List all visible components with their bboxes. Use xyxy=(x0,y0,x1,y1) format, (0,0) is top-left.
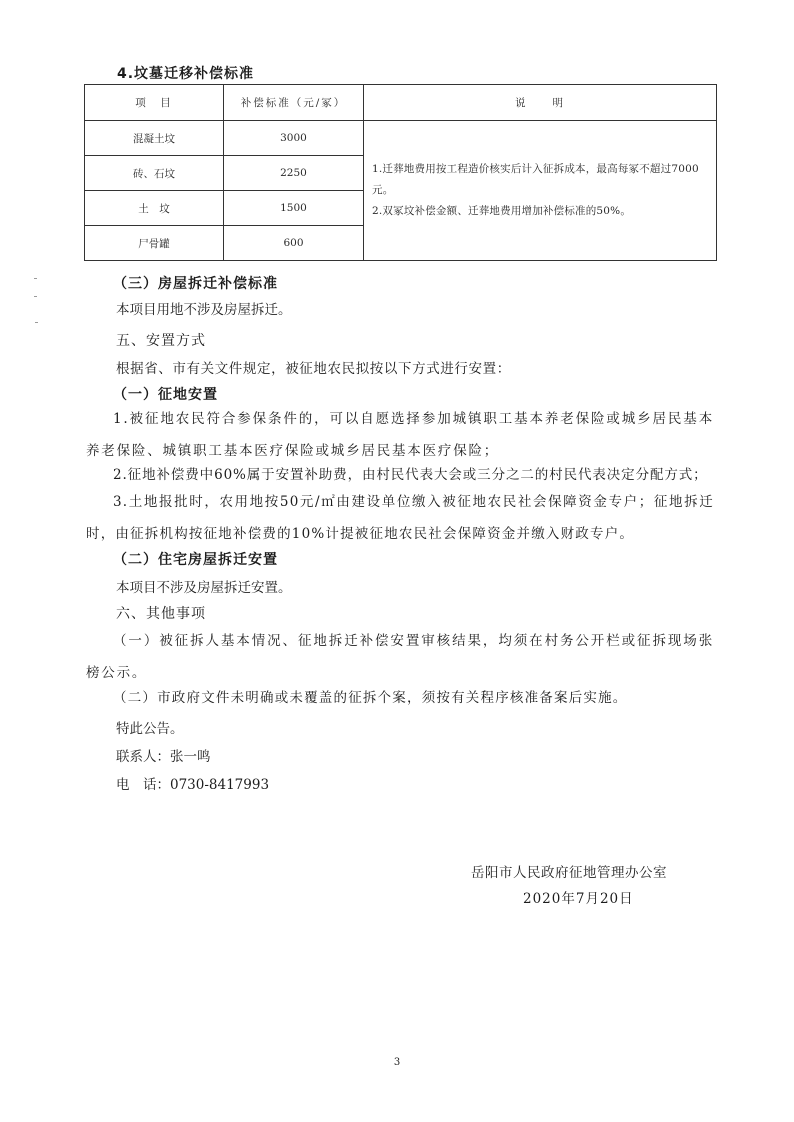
table-header-amount: 补偿标准（元/冢） xyxy=(224,85,364,121)
scan-mark xyxy=(34,296,37,297)
grave-section-heading: 4.坟墓迁移补偿标准 xyxy=(117,66,255,82)
contact-label: 联系人： xyxy=(116,749,170,765)
resettlement-heading: 五、安置方式 xyxy=(116,333,206,349)
signature-org: 岳阳市人民政府征地管理办公室 xyxy=(471,865,667,881)
row-amount: 600 xyxy=(224,226,364,261)
other-item-1: （一）被征拆人基本情况、征地拆迁补偿安置审核结果，均须在村务公开栏或征拆现场张榜公示。 xyxy=(86,633,714,681)
table-notes-cell xyxy=(364,121,717,261)
signature-date: 2020年7月20日 xyxy=(523,891,634,907)
housing-resettlement-text: 本项目不涉及房屋拆迁安置。 xyxy=(116,580,292,596)
land-item-2: 2.征地补偿费中60%属于安置补助费，由村民代表大会或三分之二的村民代表决定分配方式； xyxy=(113,467,708,483)
land-resettlement-heading: （一）征地安置 xyxy=(113,387,218,403)
row-item: 尸骨罐 xyxy=(85,226,224,261)
row-amount: 3000 xyxy=(224,121,364,156)
other-item-2: （二）市政府文件未明确或未覆盖的征拆个案，须按有关程序核准备案后实施。 xyxy=(113,690,628,706)
other-matters-heading: 六、其他事项 xyxy=(116,606,206,622)
phone-number: 0730-8417993 xyxy=(170,777,270,793)
row-item: 土 坟 xyxy=(85,191,224,226)
housing-resettlement-heading: （二）住宅房屋拆迁安置 xyxy=(113,552,278,568)
scan-mark xyxy=(35,322,38,323)
table-header-item: 项 目 xyxy=(85,85,224,121)
grave-compensation-table xyxy=(84,84,717,261)
page-number: 3 xyxy=(393,1057,401,1068)
notice-closing: 特此公告。 xyxy=(116,721,184,737)
land-item-1: 1.被征地农民符合参保条件的，可以自愿选择参加城镇职工基本养老保险或城乡居民基本养老保险、城镇职工基本医疗保险或城乡居民基本医疗保险； xyxy=(86,411,714,459)
row-amount: 2250 xyxy=(224,156,364,191)
table-row xyxy=(85,121,717,156)
contact-name: 张一鸣 xyxy=(170,749,211,765)
table-header-row xyxy=(85,85,717,121)
table-note: 1.迁葬地费用按工程造价核实后计入征拆成本，最高每冢不超过7000元。 xyxy=(372,163,699,196)
row-item: 混凝土坟 xyxy=(85,121,224,156)
land-item-3: 3.土地报批时，农用地按50元/㎡由建设单位缴入被征地农民社会保障资金专户；征地拆迁时，由征拆机构按征地补偿费的10%计提被征地农民社会保障资金并缴入财政专户。 xyxy=(86,494,714,542)
table-note: 2.双冢坟补偿金额、迁葬地费用增加补偿标准的50%。 xyxy=(372,205,632,217)
house-section-text: 本项目用地不涉及房屋拆迁。 xyxy=(116,302,292,318)
phone-label: 电 话： xyxy=(116,777,170,793)
row-amount: 1500 xyxy=(224,191,364,226)
phone-line xyxy=(116,773,269,793)
resettlement-intro: 根据省、市有关文件规定，被征地农民拟按以下方式进行安置： xyxy=(116,361,511,377)
house-section-heading: （三）房屋拆迁补偿标准 xyxy=(113,276,278,292)
row-item: 砖、石坟 xyxy=(85,156,224,191)
contact-line xyxy=(116,745,211,765)
table-header-note: 说 明 xyxy=(364,85,717,121)
scan-mark xyxy=(34,278,37,279)
